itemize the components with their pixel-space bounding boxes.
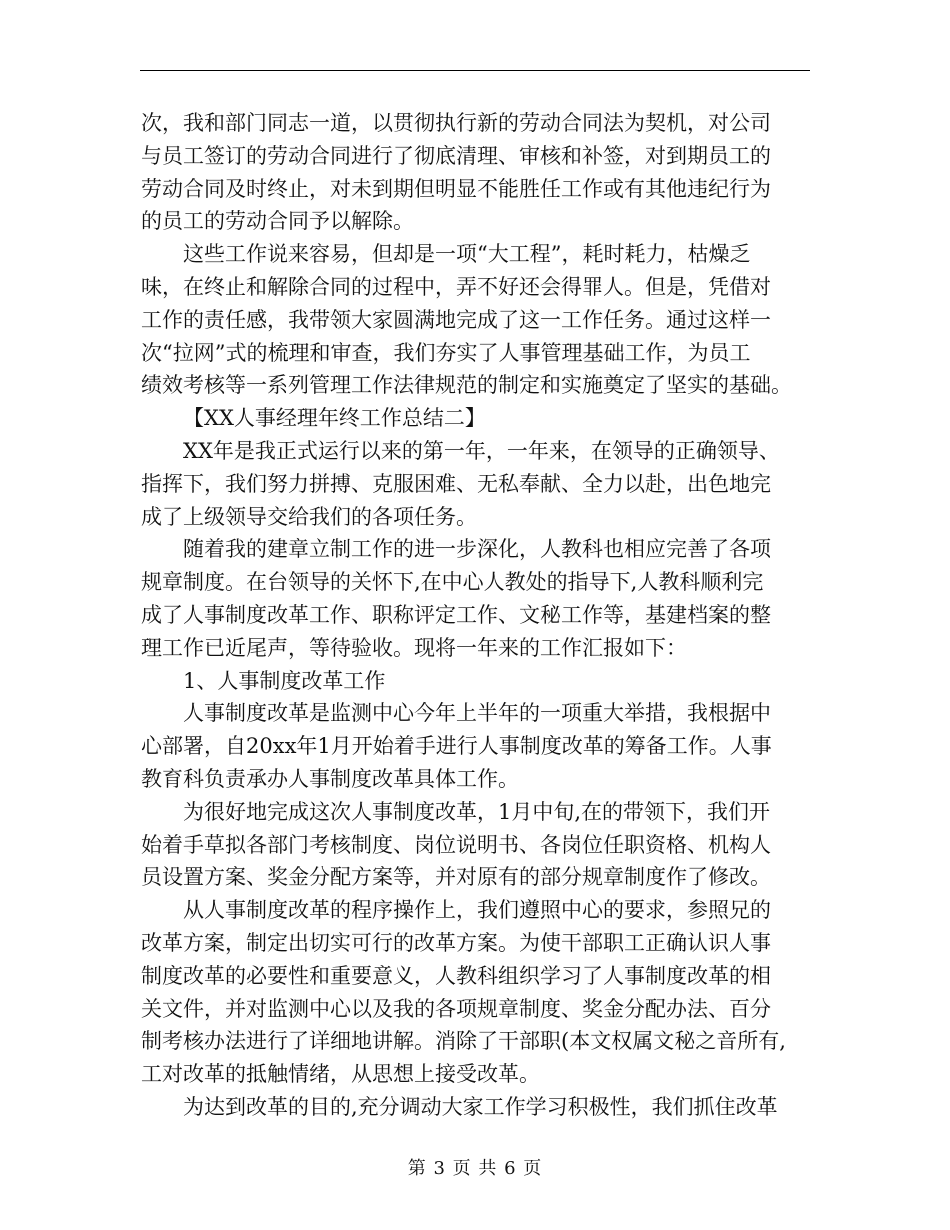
text-line: 指挥下，我们努力拼搏、克服困难、无私奉献、全力以赴，出色地完: [141, 471, 771, 496]
text-line: 次，我和部门同志一道，以贯彻执行新的劳动合同法为契机，对公司: [141, 111, 771, 135]
text-line: 的员工的劳动合同予以解除。: [141, 209, 414, 234]
text-line: 关文件，并对监测中心以及我的各项规章制度、奖金分配办法、百分: [141, 996, 771, 1021]
text-line: 制度改革的必要性和重要意义，人教科组织学习了人事制度改革的相: [141, 963, 771, 988]
text-line: 人事制度改革是监测中心今年上半年的一项重大举措，我根据中: [183, 701, 771, 726]
text-line: 与员工签订的劳动合同进行了彻底清理、审核和补签，对到期员工的: [141, 143, 771, 168]
text-line: 从人事制度改革的程序操作上，我们遵照中心的要求，参照兄的: [183, 898, 771, 923]
text-line: 工对改革的抵触情绪，从思想上接受改革。: [141, 1062, 540, 1087]
text-line: 【XX人事经理年终工作总结二】: [183, 406, 486, 431]
text-line: 员设置方案、奖金分配方案等，并对原有的部分规章制度作了修改。: [141, 865, 771, 890]
document-body: [141, 107, 811, 1124]
text-line: 改革方案，制定出切实可行的改革方案。为使干部职工正确认识人事: [141, 930, 771, 955]
text-line: 成了人事制度改革工作、职称评定工作、文秘工作等，基建档案的整: [141, 602, 771, 627]
text-line: 制考核办法进行了详细地讲解。消除了干部职(本文权属文秘之音所有,: [141, 1029, 786, 1054]
text-line: 绩效考核等一系列管理工作法律规范的制定和实施奠定了坚实的基础。: [141, 373, 792, 398]
text-line: 理工作已近尾声，等待验收。现将一年来的工作汇报如下：: [141, 635, 687, 660]
text-line: 这些工作说来容易，但却是一项“大工程”，耗时耗力，枯燥乏: [183, 242, 751, 267]
header-rule: [140, 70, 810, 71]
text-line: 劳动合同及时终止，对未到期但明显不能胜任工作或有其他违纪行为: [141, 176, 771, 201]
page-footer: 第 3 页 共 6 页: [407, 1158, 543, 1179]
text-line: 工作的责任感，我带领大家圆满地完成了这一工作任务。通过这样一: [141, 307, 771, 332]
text-line: 心部署，自20xx年1月开始着手进行人事制度改革的筹备工作。人事: [141, 734, 772, 759]
text-line: 为很好地完成这次人事制度改革，1月中旬,在的带领下，我们开: [183, 799, 771, 824]
text-line: XX年是我正式运行以来的第一年，一年来，在领导的正确领导、: [183, 438, 780, 463]
text-line: 随着我的建章立制工作的进一步深化，人教科也相应完善了各项: [183, 537, 771, 562]
text-line: 规章制度。在台领导的关怀下,在中心人教处的指导下,人教科顺利完: [141, 570, 764, 595]
text-line: 1、人事制度改革工作: [183, 668, 386, 693]
text-line: 成了上级领导交给我们的各项任务。: [141, 504, 477, 529]
text-line: 始着手草拟各部门考核制度、岗位说明书、各岗位任职资格、机构人: [141, 832, 771, 857]
text-line: 教育科负责承办人事制度改革具体工作。: [141, 766, 519, 791]
text-line: 次“拉网”式的梳理和审查，我们夯实了人事管理基础工作，为员工: [141, 340, 751, 365]
text-line: 为达到改革的目的,充分调动大家工作学习积极性，我们抓住改革: [183, 1094, 778, 1119]
text-line: 味，在终止和解除合同的过程中，弄不好还会得罪人。但是，凭借对: [141, 274, 771, 299]
